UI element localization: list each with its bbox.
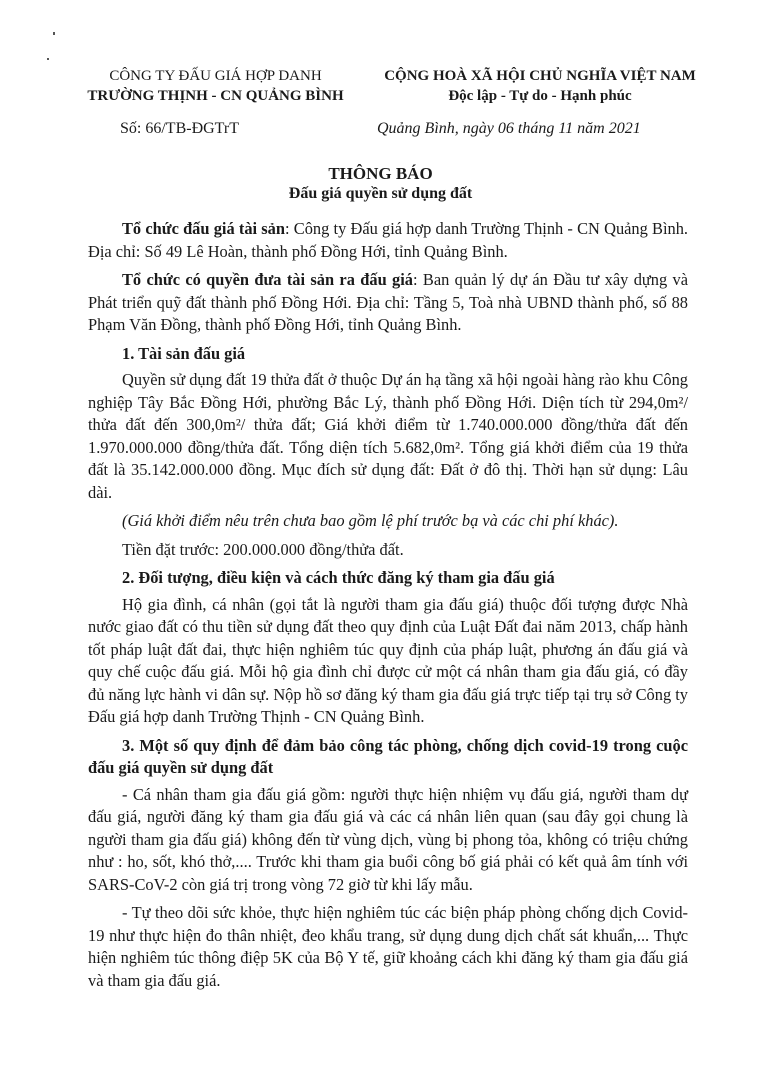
auction-organizer-text: : Công ty Đấu giá hợp danh Trường Thịnh - CN Quảng Bình. Địa chỉ: Số 49 Lê Hoàn, thành phố Đồng Hới, tỉnh Quảng Bình. — [88, 219, 688, 261]
country-name: CỘNG HOÀ XÃ HỘI CHỦ NGHĨA VIỆT NAM — [384, 68, 696, 84]
section-2-paragraph: Hộ gia đình, cá nhân (gọi tắt là người tham gia đấu giá) thuộc đối tượng được Nhà nước giao đất có thu tiền sử dụng đất theo quy định của Luật Đất đai năm 2013, chấp hành tốt pháp luật đất đai, thực hiện nghiêm túc quy định của pháp luật, phương án đấu giá và quy chế cuộc đấu giá. Mỗi hộ gia đình chỉ được cử một cá nhân tham gia đấu giá, có đầy đủ năng lực hành vi dân sự. Nộp hồ sơ đăng ký tham gia đấu giá trực tiếp tại trụ sở Công ty Đấu giá hợp danh Trường Thịnh - CN Quảng Bình. — [88, 594, 688, 726]
asset-owner-text: : Ban quản lý dự án Đầu tư xây dựng và Phát triển quỹ đất thành phố Đồng Hới. Địa chỉ: Tầng 5, Toà nhà UBND thành phố, số 88 Phạm Văn Đồng, thành phố Đồng Hới, tỉnh Quảng Bình. — [88, 270, 688, 334]
section-1-note: (Giá khởi điểm nêu trên chưa bao gồm lệ phí trước bạ và các chi phí khác). — [122, 511, 619, 530]
section-1-paragraph: Quyền sử dụng đất 19 thửa đất ở thuộc Dự án hạ tầng xã hội ngoài hàng rào khu Công nghiệp Tây Bắc Đồng Hới, phường Bắc Lý, thành phố Đồng Hới. Diện tích từ 294,0m²/ thửa đất đến 300,0m²/ thửa đất; Giá khởi điểm từ 1.740.000.000 đồng/thửa đất đến 1.970.000.000 đồng/thửa đất. Tổng diện tích 5.682,0m². Tổng giá khởi điểm của 19 thửa đất là 35.142.000.000 đồng. Mục đích sử dụng đất: Đất ở đô thị. Thời hạn sử dụng: Lâu dài. — [88, 370, 688, 502]
national-motto: Độc lập - Tự do - Hạnh phúc — [448, 88, 632, 104]
issuer-name-line2: TRƯỜNG THỊNH - CN QUẢNG BÌNH — [87, 88, 344, 104]
national-heading — [370, 66, 710, 106]
auction-organizer-paragraph — [88, 218, 688, 263]
section-1-deposit: Tiền đặt trước: 200.000.000 đồng/thửa đất. — [122, 539, 404, 559]
issuer-block — [58, 66, 373, 106]
section-3-paragraph-2: - Tự theo dõi sức khỏe, thực hiện nghiêm túc các biện pháp phòng chống dịch Covid-19 như thực hiện đo thân nhiệt, đeo khẩu trang, sử dụng dung dịch chất sát khuẩn,... Thực hiện nghiêm túc thông điệp 5K của Bộ Y tế, giữ khoảng cách khi đăng ký tham gia đấu giá và tham gia đấu giá. — [88, 903, 688, 990]
asset-owner-label: Tổ chức có quyền đưa tài sản ra đấu giá — [122, 270, 413, 289]
section-2-heading: 2. Đối tượng, điều kiện và cách thức đăng ký tham gia đấu giá — [122, 568, 555, 587]
auction-organizer-label: Tổ chức đấu giá tài sản — [122, 219, 285, 238]
document-number: Số: 66/TB-ĐGTrT — [120, 120, 239, 137]
document-body — [88, 218, 688, 998]
document-subtitle: Đấu giá quyền sử dụng đất — [288, 185, 473, 202]
scan-speck — [47, 58, 49, 60]
section-3-heading: 3. Một số quy định để đảm bảo công tác phòng, chống dịch covid-19 trong cuộc đấu giá quyền sử dụng đất — [88, 735, 688, 777]
scan-speck — [53, 32, 55, 35]
issuer-name-line1: CÔNG TY ĐẤU GIÁ HỢP DANH — [109, 68, 322, 84]
asset-owner-paragraph — [88, 269, 688, 337]
section-1-heading: 1. Tài sản đấu giá — [122, 343, 246, 363]
document-title: THÔNG BÁO — [328, 164, 433, 183]
section-3-paragraph-1: - Cá nhân tham gia đấu giá gồm: người thực hiện nhiệm vụ đấu giá, người tham dự đấu giá, người đăng ký tham gia đấu giá và các cá nhân liên quan (sau đây gọi chung là người tham gia đấu giá) không đến từ vùng dịch, vùng bị phong tỏa, không có triệu chứng như : ho, sốt, khó thở,.... Trước khi tham gia buổi công bố giá phải có kết quả âm tính với SARS-CoV-2 còn giá trị trong vòng 72 giờ từ khi lấy mẫu. — [88, 784, 688, 894]
place-and-date: Quảng Bình, ngày 06 tháng 11 năm 2021 — [377, 120, 641, 137]
